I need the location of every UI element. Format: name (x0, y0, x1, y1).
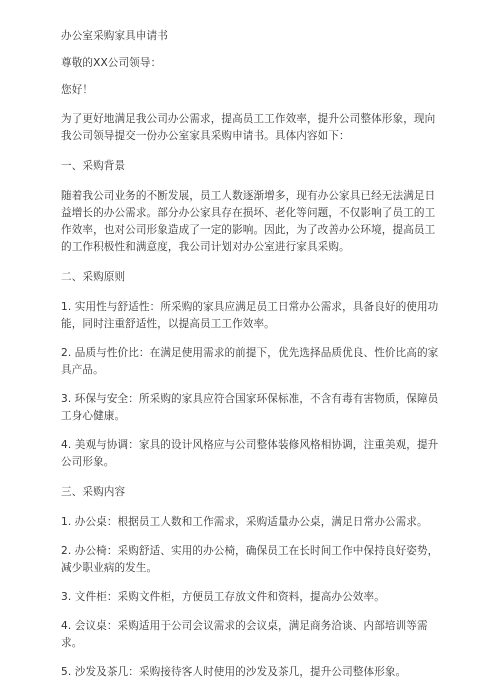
document-content (61, 28, 441, 681)
principle-item: 4. 美观与协调：家具的设计风格应与公司整体装修风格相协调，注重美观，提升公司形象。 (61, 439, 439, 468)
principle-item: 1. 实用性与舒适性：所采购的家具应满足员工日常办公需求，具备良好的使用功能，同时注重舒适性，以提高员工工作效率。 (61, 301, 439, 330)
greeting: 您好！ (61, 84, 94, 96)
intro-paragraph: 为了更好地满足我公司办公需求，提高员工工作效率，提升公司整体形象，现向我公司领导提交一份办公室家具采购申请书。具体内容如下： (61, 113, 436, 142)
document-title: 办公室采购家具申请书 (61, 30, 168, 42)
content-item: 5. 沙发及茶几：采购接待客人时使用的沙发及茶几，提升公司整体形象。 (61, 666, 407, 678)
section-heading-principles: 二、采购原则 (61, 271, 126, 283)
principle-item: 3. 环保与安全：所采购的家具应符合国家环保标准，不含有毒有害物质，保障员工身心健康。 (61, 393, 439, 422)
content-item: 4. 会议桌：采购适用于公司会议需求的会议桌，满足商务洽谈、内部培训等需求。 (61, 620, 428, 649)
section-heading-background: 一、采购背景 (61, 160, 126, 172)
section-heading-contents: 三、采购内容 (61, 486, 126, 498)
content-item: 3. 文件柜：采购文件柜，方便员工存放文件和资料，提高办公效率。 (61, 591, 385, 603)
salutation: 尊敬的XX公司领导： (61, 57, 162, 69)
principle-item: 2. 品质与性价比：在满足使用需求的前提下，优先选择品质优良、性价比高的家具产品。 (61, 347, 439, 376)
content-item: 1. 办公桌：根据员工人数和工作需求，采购适量办公桌，满足日常办公需求。 (61, 516, 428, 528)
content-item: 2. 办公椅：采购舒适、实用的办公椅，确保员工在长时间工作中保持良好姿势，减少职业病的发生。 (61, 545, 439, 574)
background-paragraph: 随着我公司业务的不断发展，员工人数逐渐增多，现有办公家具已经无法满足日益增长的办公需求。部分办公家具存在损坏、老化等问题，不仅影响了员工的工作效率，也对公司形象造成了一定的影响。因此，为了改善办公环境，提高员工的工作积极性和满意度，我公司计划对办公室进行家具采购。 (61, 190, 436, 253)
